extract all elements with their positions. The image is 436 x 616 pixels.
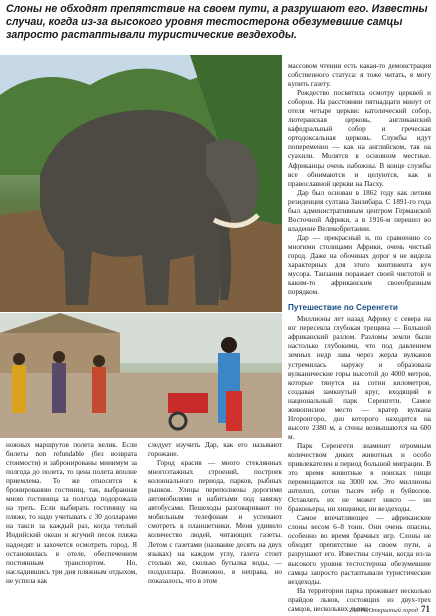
issue-label: 2/2016 Открытый город [348, 607, 418, 614]
section-heading: Путешествие по Серенгети [288, 303, 398, 313]
market-illustration [0, 313, 282, 438]
photo-caption: Слоны не обходят препятствие на своем пути, а разрушают его. Известны случаи, когда из-за высокого уровня тестостерона обезумевшие самцы запросто растаптывали туристические вездеходы. [6, 3, 428, 42]
market-photo [0, 313, 282, 438]
page-number: 71 [421, 604, 430, 614]
article-column-right [288, 62, 431, 614]
paragraph: массовом чтении есть какая-то демонстрация собственного статуса: я тоже читать, я могу купить газету. [288, 62, 431, 89]
paragraph: Дар был основан в 1862 году как летняя резиденция султана Занзибара. С 1891-го года был административным центром Германской Восточной Африки, а в 1916-м перешел во владение Великобритании. [288, 188, 431, 233]
elephant-illustration [0, 55, 282, 312]
paragraph: Город красив — много стеклянных многоэтажных строений, построек колониального периода, парков, рыбных рынков. Улицы переполнены дорогими автомобилями и набитыми под завязку автобусами. Пешеходы разговаривают по мобильным телефонам и успевают смотреть в планшетники. Меня удивило количество людей, читающих газеты. Летом с газетами (название десять на двух языках) на каждом углу, газета стоит столько же, сколько бутылка воды, — полдоллара. Возможно, я неправа, но показалось, что в этом [148, 459, 282, 585]
paragraph: Парк Серенгети знаменит огромным количеством диких животных и особо привлекателен в период большой миграции. В это время животные в поисках пищи перемещаются на 3000 км. Это миллионы антилоп, сотни тысяч зебр и буйволов. Оставлять их не может никто — ни браконьеры, ни хищники, ни вездеходы. [288, 441, 431, 514]
elephant-photo [0, 55, 282, 312]
paragraph: Рождество посвятила осмотру церквей и соборов. На расстоянии пятнадцати минут от отеля четыре церкви: католический собор, лютеранская церковь, англиканский кафедральный собор и греческая ортодоксальная церковь. Службы идут попеременно — как на английском, так на суахили. Молятся в основном местные. Африканцы очень набожны. В конце службы все обнимаются и целуются, как в православной церкви на Пасху. [288, 89, 431, 188]
page-footer [349, 604, 430, 614]
article-column-bottom-left [6, 441, 137, 586]
article-column-bottom-middle [148, 441, 282, 586]
paragraph: ножных маршрутов полета велик. Если билеты non refundable (без возврата стоимости) и забронированы минимум за полгода до полета, то цена полета вполне приемлема. То же относится к бронированию гостиниц, так, выбранная мною гостиница за полгода подорожала на треть. Если выбирать гостиницу на пляже, то надо учитывать с 30 долларами на такси за каждый раз, когда теплый Индийский океан и жгучий песок пляжа надоедят и захочется осмотреть город. Я остановилась в отеле, обеспеченном постоянным транспортом. Но, насладившись три дня пляжным отдыхом, не успела как [6, 441, 137, 585]
paragraph: Дар — прекрасный и, по сравнению со многими столицами Африки, очень чистый город. Даже на обочинах дорог я не видела характерных для этого континента куч мусора. Танзания поражает своей чистотой и каким-то африканским своеобразным порядком. [288, 233, 431, 297]
paragraph: Миллионы лет назад Африку с севера на юг пересекла глубокая трещина — Большой африканский разлом. Разломы земли были настолько глубокими, что под давлением земных недр лава через жерла вулканов устремилась наружу и образовала вулканические горы высотой до 4000 метров, которые тянутся на сотни километров, создавая замкнутый круг, входящий в национальный парк Серенгети. Самое живописное место — кратер вулкана Нгоронгоро, дно которого находится на высоте 2380 м, а стены возвышаются на 600 м. [288, 315, 431, 441]
paragraph: следует изучить Дар, как его называют горожане. [148, 441, 282, 459]
paragraph: На территории парка проживает несколько прайдов львов, состоящих из двух-трех самцов, нескольких львиц- [288, 586, 431, 613]
paragraph: Самое впечатляющее — африканские слоны весом 6–8 тонн. Они очень опасны, особенно во время брачных игр. Слоны не обходят препятствие на своем пути, а разрушают его. Известны случаи, когда из-за высокого уровня тестостерона обезумевшие самцы запросто растаптывали туристические вездеходы. [288, 514, 431, 586]
